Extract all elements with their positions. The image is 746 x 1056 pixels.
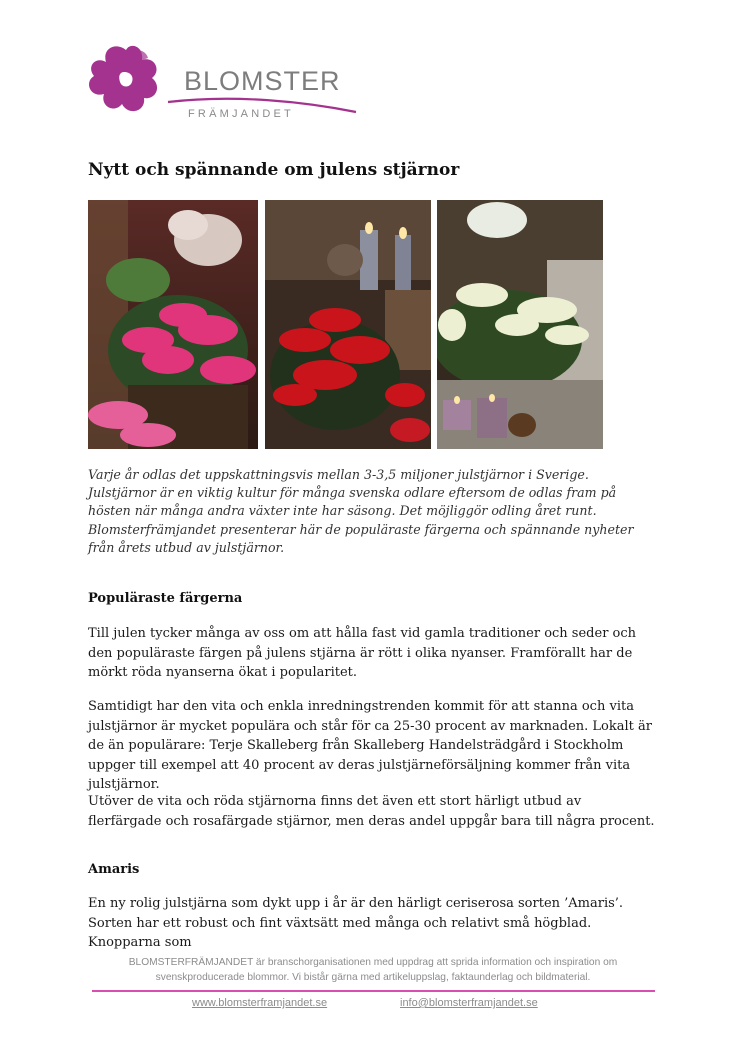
paragraph: Utöver de vita och röda stjärnorna finns det även ett stort härligt utbud av flerfärgade och rosafärgade stjärnor, men deras andel uppgår bara till några procent. (88, 794, 655, 829)
paragraph: En ny rolig julstjärna som dykt upp i år är den härligt ceriserosa sorten ’Amaris’. Sorten har ett robust och fint växtsätt med många och relativt små högblad. Knopparna som (88, 896, 624, 951)
email-link[interactable]: info@blomsterframjandet.se (400, 997, 538, 1009)
website-link[interactable]: www.blomsterframjandet.se (192, 997, 328, 1009)
footer-note: BLOMSTERFRÄMJANDET är branschorganisationen med uppdrag att sprida information och inspiration om svenskproducerade blommor. Vi bistår gärna med artikeluppslag, faktaunderlag och bildmaterial. (128, 957, 618, 983)
pink-poinsettia-photo (88, 200, 258, 449)
article-lede: Varje år odlas det uppskattningsvis mellan 3-3,5 miljoner julstjärnor i Sverige. Julstjärnor är en viktig kultur för många svenska odlare eftersom de odlas fram på hösten när många andra växter inte har säsong. Det möjliggör odling året runt. Blomsterfrämjandet presenterar här de populäraste färgerna och spännande nyheter från årets utbud av julstjärnor. (88, 467, 634, 555)
logo-subtitle: FRÄMJANDET (188, 108, 294, 120)
blomsterframjandet-logo (86, 42, 366, 134)
red-poinsettia-photo (265, 200, 431, 449)
paragraph: Till julen tycker många av oss om att hålla fast vid gamla traditioner och seder och den populäraste färgen på julens stjärna är rött i olika nyanser. Framförallt har de mörkt röda nyanserna ökat i popularitet. (88, 626, 637, 681)
white-poinsettia-photo (437, 200, 603, 449)
footer-divider (92, 990, 655, 992)
section-heading-colors: Populäraste färgerna (88, 591, 243, 606)
paragraph: Samtidigt har den vita och enkla inredningstrenden kommit för att stanna och vita julstjärnor är mycket populära och står för ca 25-30 procent av marknaden. Lokalt är de än populärare: Terje Skalleberg från Skalleberg Handelsträdgård i Stockholm uppger till exempel att 40 procent av deras julstjärneförsäljning kommer från vita julstjärnor. (88, 699, 652, 793)
section-heading-amaris: Amaris (88, 862, 140, 877)
logo-wordmark: BLOMSTER (184, 66, 341, 96)
article-title: Nytt och spännande om julens stjärnor (88, 160, 460, 180)
